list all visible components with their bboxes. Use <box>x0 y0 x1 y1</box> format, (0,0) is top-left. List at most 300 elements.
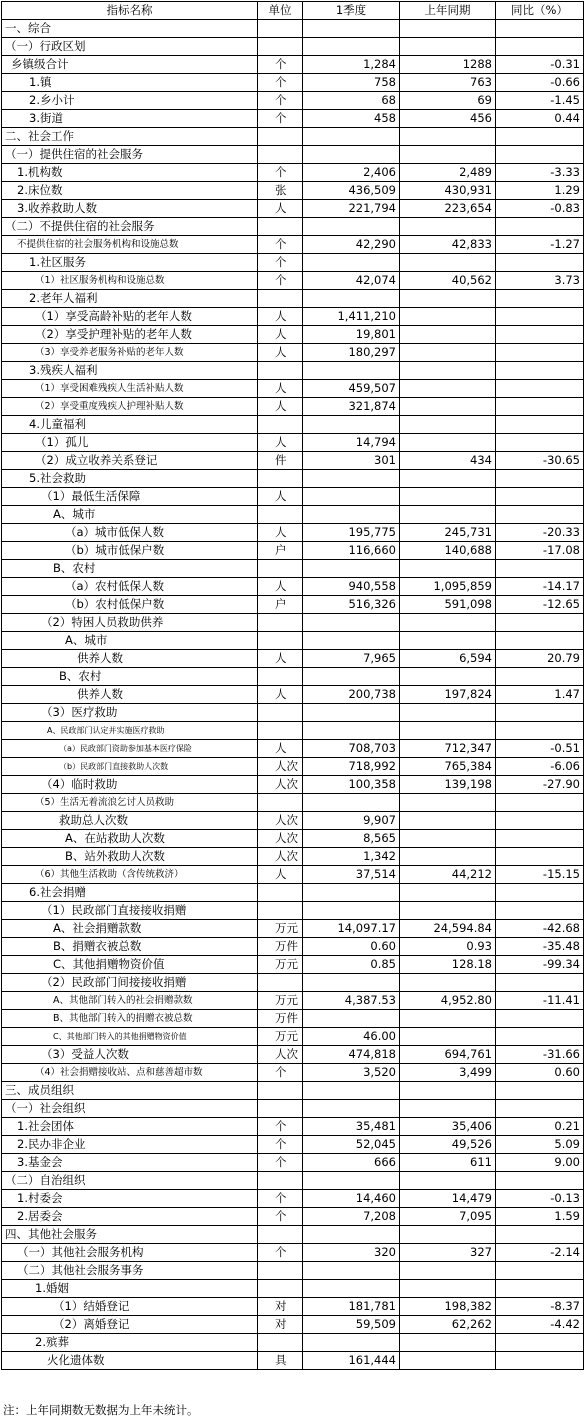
prev-year-value-cell <box>400 146 496 164</box>
table-row <box>2 1010 584 1028</box>
prev-year-value-cell <box>400 506 496 524</box>
q1-value-cell <box>303 362 400 380</box>
q1-value-cell: 68 <box>303 92 400 110</box>
prev-year-value-cell <box>400 416 496 434</box>
table-row <box>2 776 584 794</box>
q1-value-cell <box>303 1100 400 1118</box>
prev-year-value-cell: 197,824 <box>400 686 496 704</box>
table-row <box>2 236 584 254</box>
q1-value-cell: 0.60 <box>303 938 400 956</box>
unit-cell <box>258 1100 303 1118</box>
indicator-name-cell: （b）城市低保户数 <box>2 542 258 560</box>
yoy-percent-cell: -0.31 <box>496 56 584 74</box>
yoy-percent-cell <box>496 974 584 992</box>
unit-cell <box>258 974 303 992</box>
prev-year-value-cell <box>400 668 496 686</box>
prev-year-value-cell <box>400 848 496 866</box>
unit-cell: 人次 <box>258 1046 303 1064</box>
yoy-percent-cell <box>496 254 584 272</box>
table-row <box>2 416 584 434</box>
prev-year-value-cell <box>400 218 496 236</box>
unit-cell: 个 <box>258 1136 303 1154</box>
table-row <box>2 722 584 740</box>
table-row <box>2 884 584 902</box>
prev-year-value-cell <box>400 398 496 416</box>
unit-cell <box>258 1082 303 1100</box>
q1-value-cell <box>303 506 400 524</box>
yoy-percent-cell <box>496 668 584 686</box>
unit-cell: 人 <box>258 200 303 218</box>
yoy-percent-cell <box>496 812 584 830</box>
indicator-name-cell: 乡镇级合计 <box>2 56 258 74</box>
indicator-name-cell: （1）最低生活保障 <box>2 488 258 506</box>
yoy-percent-cell: -6.06 <box>496 758 584 776</box>
prev-year-value-cell: 327 <box>400 1244 496 1262</box>
q1-value-cell <box>303 1010 400 1028</box>
prev-year-value-cell <box>400 1028 496 1046</box>
q1-value-cell <box>303 20 400 38</box>
yoy-percent-cell <box>496 398 584 416</box>
prev-year-value-cell: 430,931 <box>400 182 496 200</box>
table-row <box>2 992 584 1010</box>
yoy-percent-cell: -15.15 <box>496 866 584 884</box>
table-row <box>2 848 584 866</box>
unit-cell <box>258 38 303 56</box>
prev-year-value-cell <box>400 1082 496 1100</box>
indicator-name-cell: （b）农村低保户数 <box>2 596 258 614</box>
q1-value-cell: 14,460 <box>303 1190 400 1208</box>
unit-cell: 个 <box>258 1208 303 1226</box>
unit-cell: 件 <box>258 452 303 470</box>
table-row <box>2 146 584 164</box>
unit-cell: 万元 <box>258 956 303 974</box>
yoy-percent-cell <box>496 308 584 326</box>
q1-value-cell <box>303 632 400 650</box>
q1-value-cell <box>303 128 400 146</box>
indicator-name-cell: 救助总人次数 <box>2 812 258 830</box>
unit-cell: 户 <box>258 542 303 560</box>
q1-value-cell <box>303 416 400 434</box>
q1-value-cell: 666 <box>303 1154 400 1172</box>
table-row <box>2 200 584 218</box>
unit-cell: 人次 <box>258 848 303 866</box>
unit-cell <box>258 362 303 380</box>
indicator-name-cell: （二）其他社会服务事务 <box>2 1262 258 1280</box>
indicator-name-cell: C、其他部门转入的其他捐赠物资价值 <box>2 1028 258 1046</box>
indicator-name-cell: 2.民办非企业 <box>2 1136 258 1154</box>
unit-cell: 个 <box>258 56 303 74</box>
table-row <box>2 1136 584 1154</box>
indicator-name-cell: 5.社会救助 <box>2 470 258 488</box>
q1-value-cell: 758 <box>303 74 400 92</box>
q1-value-cell: 321,874 <box>303 398 400 416</box>
indicator-name-cell: A、民政部门认定并实施医疗救助 <box>2 722 258 740</box>
prev-year-value-cell <box>400 20 496 38</box>
table-row <box>2 164 584 182</box>
indicator-name-cell: （3）受益人次数 <box>2 1046 258 1064</box>
q1-value-cell: 1,411,210 <box>303 308 400 326</box>
table-row <box>2 578 584 596</box>
prev-year-value-cell: 35,406 <box>400 1118 496 1136</box>
yoy-percent-cell: -1.45 <box>496 92 584 110</box>
q1-value-cell: 4,387.53 <box>303 992 400 1010</box>
table-row <box>2 560 584 578</box>
q1-value-cell <box>303 1172 400 1190</box>
indicator-name-cell: （2）成立收养关系登记 <box>2 452 258 470</box>
q1-value-cell: 516,326 <box>303 596 400 614</box>
yoy-percent-cell: 20.79 <box>496 650 584 668</box>
yoy-percent-cell <box>496 848 584 866</box>
unit-cell <box>258 668 303 686</box>
q1-value-cell: 14,097.17 <box>303 920 400 938</box>
indicator-name-cell: A、在站救助人次数 <box>2 830 258 848</box>
prev-year-value-cell: 6,594 <box>400 650 496 668</box>
q1-value-cell: 718,992 <box>303 758 400 776</box>
yoy-percent-cell: 9.00 <box>496 1154 584 1172</box>
indicator-name-cell: （2）离婚登记 <box>2 1316 258 1334</box>
table-row <box>2 1352 584 1370</box>
indicator-name-cell: 2.居委会 <box>2 1208 258 1226</box>
yoy-percent-cell: -8.37 <box>496 1298 584 1316</box>
q1-value-cell: 9,907 <box>303 812 400 830</box>
table-row <box>2 1244 584 1262</box>
unit-cell: 个 <box>258 254 303 272</box>
q1-value-cell: 19,801 <box>303 326 400 344</box>
unit-cell: 人 <box>258 686 303 704</box>
prev-year-value-cell <box>400 1352 496 1370</box>
table-row <box>2 110 584 128</box>
indicator-name-cell: B、捐赠衣被总数 <box>2 938 258 956</box>
indicator-name-cell: （3）医疗救助 <box>2 704 258 722</box>
yoy-percent-cell <box>496 416 584 434</box>
prev-year-value-cell: 24,594.84 <box>400 920 496 938</box>
unit-cell: 人 <box>258 740 303 758</box>
table-row <box>2 524 584 542</box>
unit-cell <box>258 1226 303 1244</box>
indicator-name-cell: B、农村 <box>2 668 258 686</box>
yoy-percent-cell <box>496 38 584 56</box>
q1-value-cell: 3,520 <box>303 1064 400 1082</box>
prev-year-value-cell <box>400 1100 496 1118</box>
indicator-name-cell: A、城市 <box>2 506 258 524</box>
indicator-name-cell: （b）民政部门直接救助人次数 <box>2 758 258 776</box>
q1-value-cell <box>303 974 400 992</box>
yoy-percent-cell <box>496 560 584 578</box>
indicator-name-cell: 2.床位数 <box>2 182 258 200</box>
unit-cell <box>258 1334 303 1352</box>
table-row <box>2 1082 584 1100</box>
q1-value-cell: 8,565 <box>303 830 400 848</box>
yoy-percent-cell: -1.27 <box>496 236 584 254</box>
indicator-name-cell: （一）提供住宿的社会服务 <box>2 146 258 164</box>
indicator-name-cell: 1.社会团体 <box>2 1118 258 1136</box>
q1-value-cell: 7,208 <box>303 1208 400 1226</box>
yoy-percent-cell <box>496 1010 584 1028</box>
table-row <box>2 38 584 56</box>
indicator-name-cell: 1.婚姻 <box>2 1280 258 1298</box>
q1-value-cell: 7,965 <box>303 650 400 668</box>
indicator-name-cell: （一）行政区划 <box>2 38 258 56</box>
unit-cell: 个 <box>258 1154 303 1172</box>
yoy-percent-cell <box>496 1352 584 1370</box>
table-row <box>2 794 584 812</box>
unit-cell: 人 <box>258 866 303 884</box>
unit-cell <box>258 470 303 488</box>
prev-year-value-cell <box>400 434 496 452</box>
indicator-name-cell: 2.乡小计 <box>2 92 258 110</box>
q1-value-cell <box>303 1334 400 1352</box>
table-row <box>2 506 584 524</box>
unit-cell: 人 <box>258 488 303 506</box>
yoy-percent-cell <box>496 1172 584 1190</box>
unit-cell <box>258 416 303 434</box>
yoy-percent-cell: -42.68 <box>496 920 584 938</box>
unit-cell: 个 <box>258 272 303 290</box>
q1-value-cell: 1,342 <box>303 848 400 866</box>
prev-year-value-cell: 611 <box>400 1154 496 1172</box>
indicator-name-cell: （a）城市低保人数 <box>2 524 258 542</box>
unit-cell <box>258 632 303 650</box>
yoy-percent-cell: 1.59 <box>496 1208 584 1226</box>
yoy-percent-cell <box>496 1028 584 1046</box>
indicator-name-cell: （1）结婚登记 <box>2 1298 258 1316</box>
yoy-percent-cell: 5.09 <box>496 1136 584 1154</box>
yoy-percent-cell <box>496 722 584 740</box>
table-row <box>2 938 584 956</box>
table-row <box>2 290 584 308</box>
unit-cell <box>258 1262 303 1280</box>
unit-cell: 个 <box>258 236 303 254</box>
yoy-percent-cell: 3.73 <box>496 272 584 290</box>
table-row <box>2 704 584 722</box>
yoy-percent-cell: -35.48 <box>496 938 584 956</box>
q1-value-cell: 0.85 <box>303 956 400 974</box>
q1-value-cell <box>303 668 400 686</box>
prev-year-value-cell: 0.93 <box>400 938 496 956</box>
table-row <box>2 1226 584 1244</box>
yoy-percent-cell: -31.66 <box>496 1046 584 1064</box>
table-row <box>2 686 584 704</box>
table-row <box>2 398 584 416</box>
unit-cell: 万元 <box>258 920 303 938</box>
table-row <box>2 92 584 110</box>
table-row <box>2 182 584 200</box>
indicator-name-cell: （a）农村低保人数 <box>2 578 258 596</box>
yoy-percent-cell <box>496 488 584 506</box>
table-row <box>2 470 584 488</box>
yoy-percent-cell <box>496 344 584 362</box>
table-row <box>2 74 584 92</box>
yoy-percent-cell <box>496 470 584 488</box>
indicator-name-cell: B、农村 <box>2 560 258 578</box>
yoy-percent-cell <box>496 1082 584 1100</box>
q1-value-cell: 35,481 <box>303 1118 400 1136</box>
table-row <box>2 1064 584 1082</box>
q1-value-cell: 2,406 <box>303 164 400 182</box>
prev-year-value-cell: 42,833 <box>400 236 496 254</box>
unit-cell: 人 <box>258 524 303 542</box>
yoy-percent-cell: -30.65 <box>496 452 584 470</box>
unit-cell: 个 <box>258 92 303 110</box>
prev-year-value-cell <box>400 1226 496 1244</box>
unit-cell <box>258 614 303 632</box>
prev-year-value-cell: 245,731 <box>400 524 496 542</box>
prev-year-value-cell: 198,382 <box>400 1298 496 1316</box>
indicator-name-cell: （a）民政部门资助参加基本医疗保险 <box>2 740 258 758</box>
yoy-percent-cell <box>496 218 584 236</box>
table-row <box>2 362 584 380</box>
table-row <box>2 326 584 344</box>
table-row <box>2 974 584 992</box>
unit-cell: 人 <box>258 380 303 398</box>
indicator-name-cell: （4）社会捐赠接收站、点和慈善超市数 <box>2 1064 258 1082</box>
indicator-name-cell: （1）民政部门直接接收捐赠 <box>2 902 258 920</box>
yoy-percent-cell: -3.33 <box>496 164 584 182</box>
prev-year-value-cell: 223,654 <box>400 200 496 218</box>
prev-year-value-cell: 40,562 <box>400 272 496 290</box>
table-row <box>2 1046 584 1064</box>
indicator-name-cell: 3.收养救助人数 <box>2 200 258 218</box>
table-row <box>2 740 584 758</box>
prev-year-value-cell: 591,098 <box>400 596 496 614</box>
yoy-percent-cell <box>496 290 584 308</box>
indicator-name-cell: A、城市 <box>2 632 258 650</box>
indicator-name-cell: 6.社会捐赠 <box>2 884 258 902</box>
unit-cell <box>258 1172 303 1190</box>
table-row <box>2 434 584 452</box>
unit-cell: 人 <box>258 326 303 344</box>
table-row <box>2 542 584 560</box>
prev-year-value-cell <box>400 362 496 380</box>
table-row <box>2 812 584 830</box>
prev-year-value-cell <box>400 560 496 578</box>
unit-cell: 个 <box>258 110 303 128</box>
q1-value-cell <box>303 1082 400 1100</box>
table-row <box>2 1172 584 1190</box>
q1-value-cell <box>303 290 400 308</box>
unit-cell <box>258 128 303 146</box>
prev-year-value-cell: 3,499 <box>400 1064 496 1082</box>
indicator-name-cell: 4.儿童福利 <box>2 416 258 434</box>
prev-year-value-cell <box>400 344 496 362</box>
prev-year-value-cell <box>400 308 496 326</box>
q1-value-cell: 195,775 <box>303 524 400 542</box>
unit-cell: 个 <box>258 1064 303 1082</box>
header-indicator-name: 指标名称 <box>2 2 258 20</box>
prev-year-value-cell <box>400 632 496 650</box>
yoy-percent-cell <box>496 1100 584 1118</box>
q1-value-cell: 100,358 <box>303 776 400 794</box>
unit-cell: 人 <box>258 308 303 326</box>
yoy-percent-cell <box>496 1262 584 1280</box>
unit-cell <box>258 902 303 920</box>
table-row <box>2 758 584 776</box>
prev-year-value-cell <box>400 704 496 722</box>
table-row <box>2 650 584 668</box>
yoy-percent-cell <box>496 830 584 848</box>
table-row <box>2 272 584 290</box>
prev-year-value-cell <box>400 902 496 920</box>
indicator-name-cell: （2）享受重度残疾人护理补贴人数 <box>2 398 258 416</box>
indicator-name-cell: （2）享受护理补贴的老年人数 <box>2 326 258 344</box>
q1-value-cell: 200,738 <box>303 686 400 704</box>
prev-year-value-cell <box>400 1280 496 1298</box>
table-row <box>2 596 584 614</box>
unit-cell: 人次 <box>258 812 303 830</box>
yoy-percent-cell: -0.66 <box>496 74 584 92</box>
unit-cell: 对 <box>258 1298 303 1316</box>
unit-cell <box>258 884 303 902</box>
prev-year-value-cell: 62,262 <box>400 1316 496 1334</box>
prev-year-value-cell: 2,489 <box>400 164 496 182</box>
table-row <box>2 1316 584 1334</box>
q1-value-cell: 221,794 <box>303 200 400 218</box>
indicator-name-cell: 供养人数 <box>2 650 258 668</box>
q1-value-cell: 59,509 <box>303 1316 400 1334</box>
indicator-name-cell: 三、成员组织 <box>2 1082 258 1100</box>
unit-cell <box>258 20 303 38</box>
prev-year-value-cell: 1,095,859 <box>400 578 496 596</box>
unit-cell: 人次 <box>258 758 303 776</box>
yoy-percent-cell <box>496 704 584 722</box>
prev-year-value-cell <box>400 1010 496 1028</box>
q1-value-cell <box>303 1226 400 1244</box>
table-row <box>2 632 584 650</box>
prev-year-value-cell: 7,095 <box>400 1208 496 1226</box>
indicator-name-cell: B、其他部门转入的捐赠衣被总数 <box>2 1010 258 1028</box>
table-row <box>2 1028 584 1046</box>
table-row <box>2 920 584 938</box>
yoy-percent-cell <box>496 884 584 902</box>
indicator-name-cell: 四、其他社会服务 <box>2 1226 258 1244</box>
table-row <box>2 20 584 38</box>
yoy-percent-cell: -0.51 <box>496 740 584 758</box>
table-row <box>2 218 584 236</box>
indicator-name-cell: 3.街道 <box>2 110 258 128</box>
prev-year-value-cell: 765,384 <box>400 758 496 776</box>
indicator-name-cell: （3）享受养老服务补贴的老年人数 <box>2 344 258 362</box>
indicator-name-cell: A、其他部门转入的社会捐赠款数 <box>2 992 258 1010</box>
q1-value-cell: 708,703 <box>303 740 400 758</box>
table-row <box>2 956 584 974</box>
prev-year-value-cell <box>400 38 496 56</box>
table-row <box>2 254 584 272</box>
prev-year-value-cell <box>400 254 496 272</box>
yoy-percent-cell <box>496 326 584 344</box>
indicator-name-cell: C、其他捐赠物资价值 <box>2 956 258 974</box>
yoy-percent-cell <box>496 20 584 38</box>
indicator-name-cell: 3.基金会 <box>2 1154 258 1172</box>
yoy-percent-cell: 0.60 <box>496 1064 584 1082</box>
prev-year-value-cell <box>400 326 496 344</box>
prev-year-value-cell: 763 <box>400 74 496 92</box>
unit-cell: 人 <box>258 398 303 416</box>
q1-value-cell: 116,660 <box>303 542 400 560</box>
indicator-name-cell: （1）孤儿 <box>2 434 258 452</box>
table-row <box>2 56 584 74</box>
table-row <box>2 1298 584 1316</box>
prev-year-value-cell <box>400 722 496 740</box>
table-row <box>2 1334 584 1352</box>
unit-cell: 具 <box>258 1352 303 1370</box>
prev-year-value-cell <box>400 1334 496 1352</box>
prev-year-value-cell: 14,479 <box>400 1190 496 1208</box>
unit-cell <box>258 1280 303 1298</box>
q1-value-cell <box>303 1280 400 1298</box>
indicator-name-cell: 供养人数 <box>2 686 258 704</box>
unit-cell: 万件 <box>258 938 303 956</box>
q1-value-cell <box>303 902 400 920</box>
